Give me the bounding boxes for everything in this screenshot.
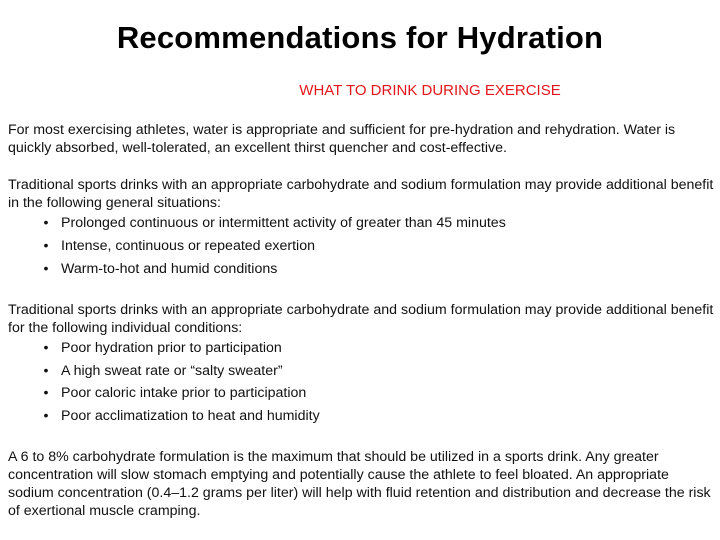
paragraph-carbohydrate: A 6 to 8% carbohydrate formulation is the maximum that should be utilized in a sports drink. Any greater concentration will slow stomach emptying and potentially cause the athlete to feel bloated. An appropriate sodium concentration (0.4–1.2 grams per liter) will help with fluid retention and distribution and decrease the risk of exertional muscle cramping. [8, 448, 711, 519]
general-situations-block [8, 176, 714, 281]
list-item-text: Warm-to-hot and humid conditions [61, 261, 278, 277]
section-subtitle [0, 82, 720, 99]
bullet-icon: • [43, 215, 49, 231]
bullet-icon: • [43, 362, 49, 379]
subtitle-text: WHAT TO DRINK DURING EXERCISE [299, 82, 561, 99]
individual-conditions-block [8, 301, 714, 428]
list-item-text: Intense, continuous or repeated exertion [61, 238, 315, 254]
list-item [8, 360, 714, 383]
general-situations-intro: Traditional sports drinks with an appropriate carbohydrate and sodium formulation may provide additional benefit in the following general situations: [8, 177, 714, 211]
list-item-text: Prolonged continuous or intermittent activity of greater than 45 minutes [61, 215, 506, 231]
paragraph-water: For most exercising athletes, water is appropriate and sufficient for pre-hydration and rehydration. Water is quickly absorbed, well-tolerated, an excellent thirst quencher and cost-effective. [8, 122, 676, 156]
individual-conditions-intro: Traditional sports drinks with an appropriate carbohydrate and sodium formulation may provide additional benefit for the following individual conditions: [8, 302, 714, 336]
bullet-icon: • [43, 408, 49, 425]
bullet-icon: • [43, 261, 49, 277]
list-item [8, 258, 714, 281]
list-item-text: Poor caloric intake prior to participation [61, 385, 307, 402]
bullet-icon: • [43, 238, 49, 254]
list-item [8, 405, 714, 428]
slide-body [8, 121, 714, 520]
list-item [8, 382, 714, 405]
list-item-text: Poor hydration prior to participation [61, 340, 282, 356]
list-item-text: Poor acclimatization to heat and humidity [61, 408, 320, 425]
general-situations-list [8, 212, 714, 281]
bullet-icon: • [43, 340, 49, 356]
page-title: Recommendations for Hydration [116, 20, 604, 55]
bullet-icon: • [43, 385, 49, 402]
list-item [8, 235, 714, 258]
list-item [8, 212, 714, 235]
list-item-text: A high sweat rate or “salty sweater” [61, 362, 283, 379]
individual-conditions-list [8, 337, 714, 428]
list-item [8, 337, 714, 360]
